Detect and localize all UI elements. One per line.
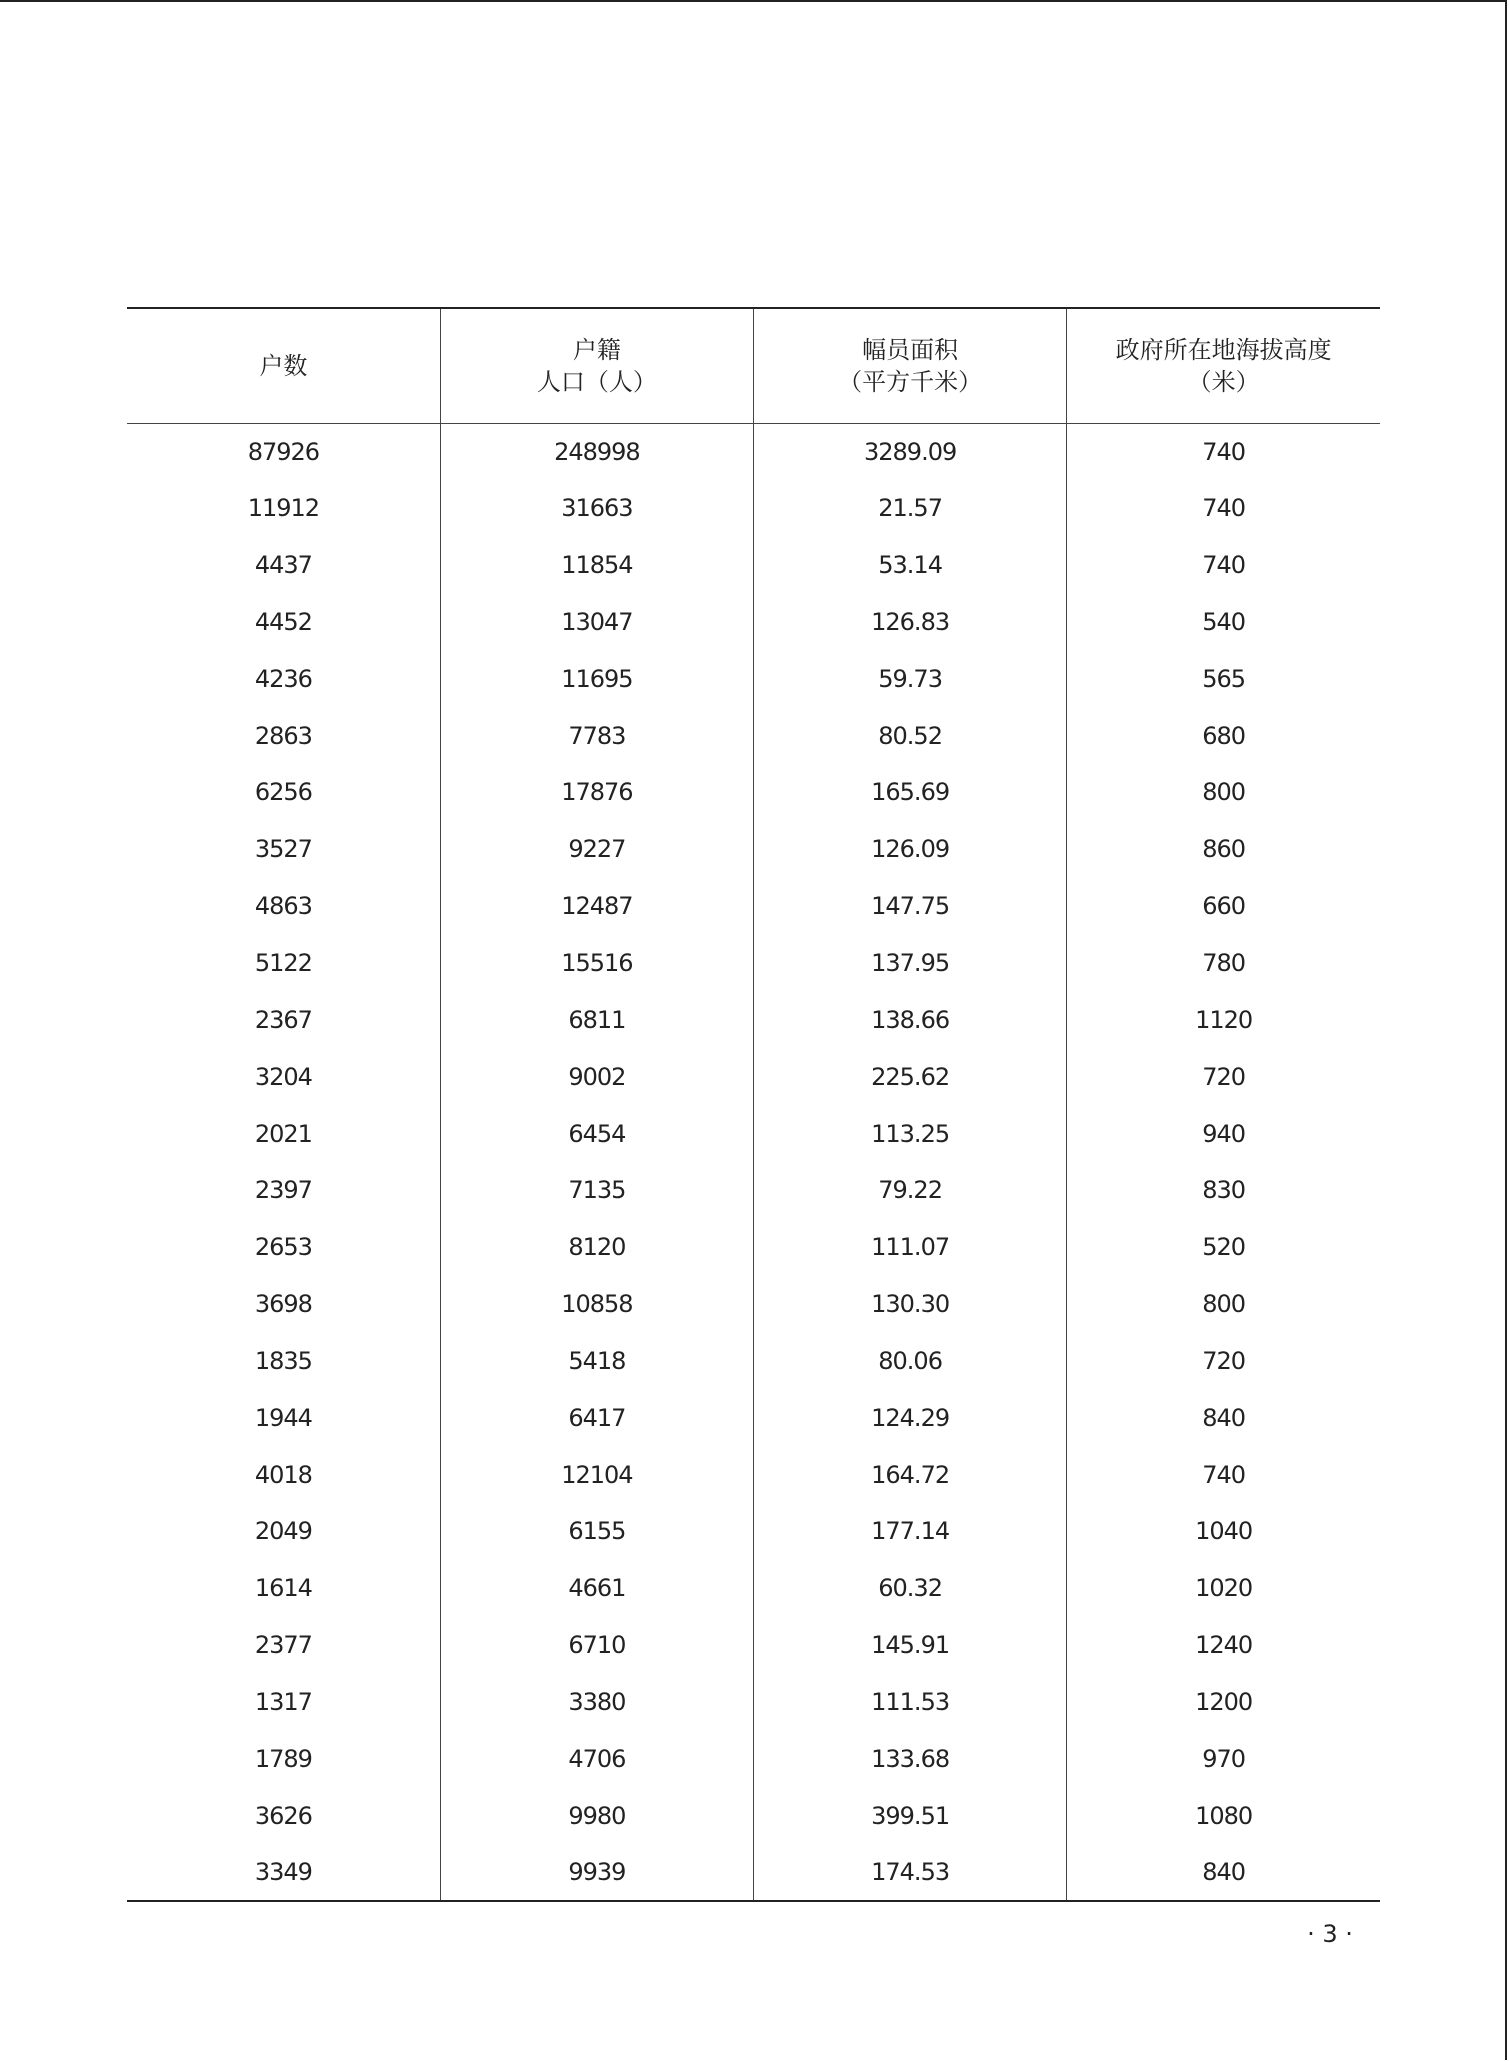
table-row: [127, 821, 1380, 878]
cell-population: 31663: [440, 480, 753, 537]
table-row: [127, 594, 1380, 651]
cell-altitude: 1080: [1067, 1787, 1380, 1844]
cell-households: 3626: [254, 1801, 312, 1830]
cell-altitude: 1240: [1067, 1617, 1380, 1674]
cell-area: 399.51: [754, 1787, 1067, 1844]
cell-population: 9980: [440, 1787, 753, 1844]
cell-altitude: 940: [1067, 1105, 1380, 1162]
cell-area: 79.22: [754, 1162, 1067, 1219]
cell-area: 138.66: [754, 991, 1067, 1048]
header-altitude: [1067, 308, 1380, 423]
cell-households: 87926: [247, 437, 320, 466]
cell-households: 2377: [254, 1631, 312, 1660]
cell-population: 4706: [440, 1730, 753, 1787]
cell-households: 1317: [254, 1687, 312, 1716]
table-row: [127, 935, 1380, 992]
table-row: [127, 1446, 1380, 1503]
table-row: [127, 537, 1380, 594]
cell-households: 4452: [254, 607, 312, 636]
table-header-row: [127, 308, 1380, 423]
cell-area: 124.29: [754, 1389, 1067, 1446]
cell-population: 12487: [440, 878, 753, 935]
cell-altitude: 540: [1067, 594, 1380, 651]
cell-altitude: 740: [1067, 537, 1380, 594]
cell-area: 130.30: [754, 1276, 1067, 1333]
table-row: [127, 1503, 1380, 1560]
table-row: [127, 1333, 1380, 1390]
table-row: [127, 1674, 1380, 1731]
cell-area: 133.68: [754, 1730, 1067, 1787]
header-population-line2: 人口（人）: [536, 367, 657, 396]
cell-area: 3289.09: [754, 423, 1067, 480]
cell-households: 1789: [254, 1744, 312, 1773]
cell-area: 53.14: [754, 537, 1067, 594]
cell-households: 3204: [254, 1062, 312, 1091]
cell-area: 126.09: [754, 821, 1067, 878]
header-area-line2: （平方千米）: [838, 367, 983, 396]
cell-altitude: 565: [1067, 650, 1380, 707]
cell-population: 10858: [440, 1276, 753, 1333]
statistics-table: [127, 307, 1380, 1902]
cell-households: 3698: [254, 1290, 312, 1319]
header-area: [754, 308, 1067, 423]
cell-altitude: 1040: [1067, 1503, 1380, 1560]
cell-area: 111.07: [754, 1219, 1067, 1276]
cell-altitude: 780: [1067, 935, 1380, 992]
cell-population: 9939: [440, 1844, 753, 1901]
cell-households: 2049: [254, 1517, 312, 1546]
cell-population: 11854: [440, 537, 753, 594]
cell-area: 177.14: [754, 1503, 1067, 1560]
cell-population: 6811: [440, 991, 753, 1048]
header-households-line1: 户数: [259, 351, 308, 380]
cell-altitude: 680: [1067, 707, 1380, 764]
cell-area: 174.53: [754, 1844, 1067, 1901]
cell-area: 21.57: [754, 480, 1067, 537]
table-body: [127, 423, 1380, 1901]
cell-altitude: 970: [1067, 1730, 1380, 1787]
cell-households: 3349: [127, 1844, 440, 1901]
cell-altitude: 840: [1067, 1389, 1380, 1446]
cell-area: 147.75: [754, 878, 1067, 935]
cell-population: 17876: [440, 764, 753, 821]
table-row: [127, 1048, 1380, 1105]
cell-altitude: 1200: [1067, 1674, 1380, 1731]
header-registered-population: [440, 308, 753, 423]
header-households: [127, 308, 440, 423]
cell-population: 12104: [440, 1446, 753, 1503]
cell-population: 4661: [440, 1560, 753, 1617]
table-row: [127, 878, 1380, 935]
table-row: [127, 764, 1380, 821]
cell-area: 113.25: [754, 1105, 1067, 1162]
cell-altitude: 860: [1067, 821, 1380, 878]
table-row: [127, 423, 1380, 480]
table-row: [127, 1844, 1380, 1901]
table-row: [127, 1105, 1380, 1162]
cell-households: 4018: [254, 1460, 312, 1489]
cell-altitude: 740: [1067, 423, 1380, 480]
cell-population: 248998: [440, 423, 753, 480]
header-population-line1: 户籍: [572, 335, 621, 364]
cell-altitude: 720: [1067, 1048, 1380, 1105]
cell-households: 1614: [254, 1574, 312, 1603]
cell-area: 137.95: [754, 935, 1067, 992]
cell-households: 11912: [247, 494, 320, 523]
cell-area: 145.91: [754, 1617, 1067, 1674]
cell-altitude: 740: [1067, 1446, 1380, 1503]
cell-area: 80.06: [754, 1333, 1067, 1390]
cell-households: 1944: [254, 1403, 312, 1432]
cell-area: 59.73: [754, 650, 1067, 707]
table-row: [127, 1730, 1380, 1787]
cell-population: 8120: [440, 1219, 753, 1276]
cell-households: 6256: [254, 778, 312, 807]
cell-population: 9227: [440, 821, 753, 878]
table-row: [127, 991, 1380, 1048]
cell-population: 6710: [440, 1617, 753, 1674]
cell-population: 13047: [440, 594, 753, 651]
page-number: · 3 ·: [1307, 1920, 1353, 1948]
cell-households: 2653: [254, 1233, 312, 1262]
cell-altitude: 1020: [1067, 1560, 1380, 1617]
table-row: [127, 650, 1380, 707]
cell-population: 5418: [440, 1333, 753, 1390]
cell-altitude: 1120: [1067, 991, 1380, 1048]
cell-altitude: 830: [1067, 1162, 1380, 1219]
cell-population: 6417: [440, 1389, 753, 1446]
cell-area: 126.83: [754, 594, 1067, 651]
cell-area: 60.32: [754, 1560, 1067, 1617]
cell-population: 15516: [440, 935, 753, 992]
cell-altitude: 840: [1067, 1844, 1380, 1901]
cell-population: 11695: [440, 650, 753, 707]
cell-population: 3380: [440, 1674, 753, 1731]
cell-population: 7135: [440, 1162, 753, 1219]
table-row: [127, 480, 1380, 537]
cell-area: 165.69: [754, 764, 1067, 821]
cell-population: 6454: [440, 1105, 753, 1162]
cell-households: 2397: [254, 1176, 312, 1205]
cell-area: 111.53: [754, 1674, 1067, 1731]
cell-households: 3527: [254, 835, 312, 864]
cell-households: 4236: [254, 664, 312, 693]
table-row: [127, 1560, 1380, 1617]
cell-population: 6155: [440, 1503, 753, 1560]
table-row: [127, 707, 1380, 764]
cell-households: 4437: [254, 551, 312, 580]
cell-households: 4863: [254, 892, 312, 921]
cell-altitude: 740: [1067, 480, 1380, 537]
cell-area: 164.72: [754, 1446, 1067, 1503]
cell-altitude: 660: [1067, 878, 1380, 935]
cell-area: 80.52: [754, 707, 1067, 764]
cell-population: 9002: [440, 1048, 753, 1105]
cell-households: 2863: [254, 721, 312, 750]
cell-households: 5122: [254, 949, 312, 978]
table-row: [127, 1617, 1380, 1674]
cell-altitude: 800: [1067, 764, 1380, 821]
cell-altitude: 800: [1067, 1276, 1380, 1333]
cell-altitude: 720: [1067, 1333, 1380, 1390]
cell-households: 1835: [254, 1346, 312, 1375]
cell-area: 225.62: [754, 1048, 1067, 1105]
table-row: [127, 1787, 1380, 1844]
cell-households: 2367: [254, 1005, 312, 1034]
header-altitude-line2: （米）: [1187, 367, 1260, 396]
cell-population: 7783: [440, 707, 753, 764]
table-row: [127, 1219, 1380, 1276]
cell-altitude: 520: [1067, 1219, 1380, 1276]
table-row: [127, 1389, 1380, 1446]
table-row: [127, 1276, 1380, 1333]
cell-households: 2021: [254, 1119, 312, 1148]
table-row: [127, 1162, 1380, 1219]
header-area-line1: 幅员面积: [862, 335, 959, 364]
header-altitude-line1: 政府所在地海拔高度: [1115, 335, 1332, 364]
